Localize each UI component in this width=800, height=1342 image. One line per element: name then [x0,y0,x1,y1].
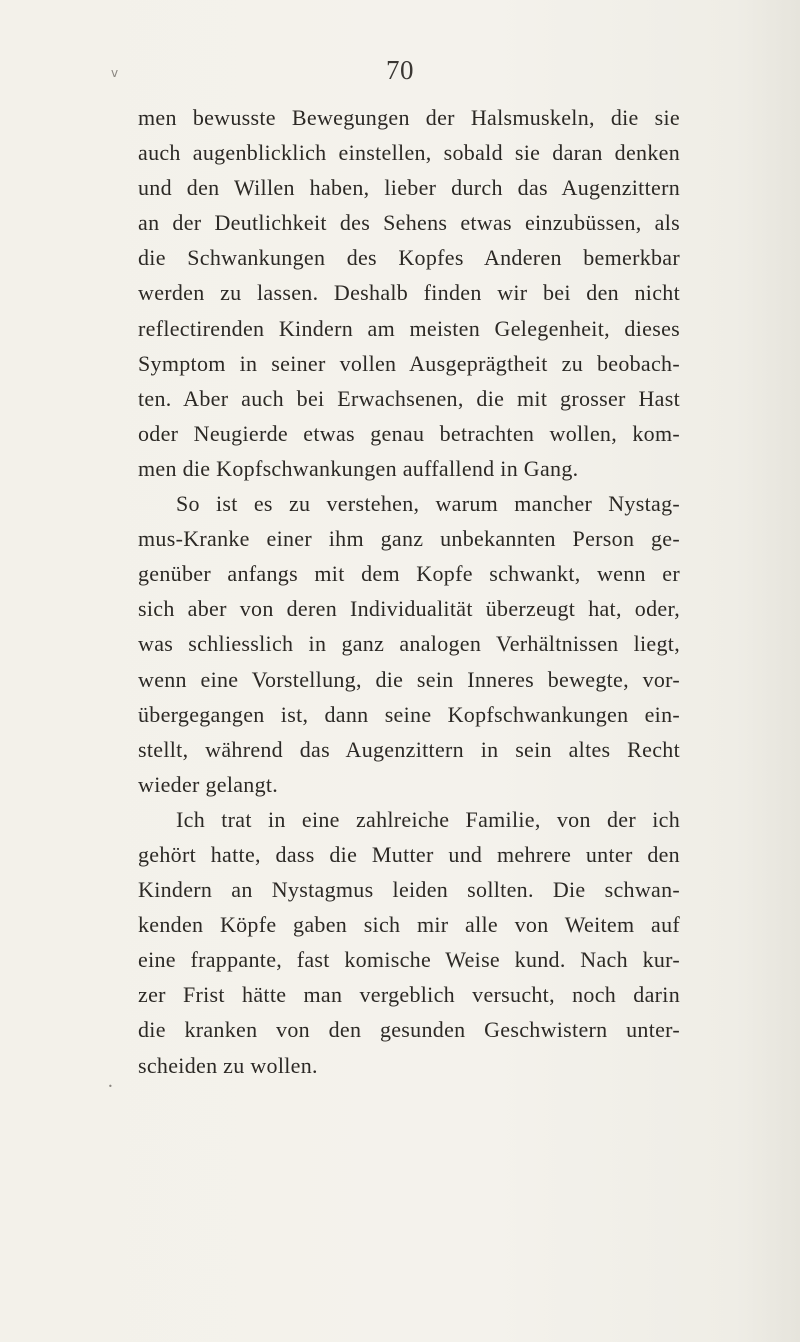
text-line: die Schwankungen des Kopfes Anderen bemerkbar [138,245,680,271]
paragraph-3 [138,802,680,1083]
text-line: wenn eine Vorstellung, die sein Inneres bewegte, vor- [138,666,680,692]
text-line: So ist es zu verstehen, warum mancher Nystag- [176,491,680,517]
text-line: gehört hatte, dass die Mutter und mehrere unter den [138,841,680,867]
text-line: eine frappante, fast komische Weise kund. Nach kur- [138,947,680,973]
margin-mark: v [111,66,119,80]
text-line: zer Frist hätte man vergeblich versucht, noch darin [138,982,680,1008]
text-line: wieder gelangt. [138,771,279,797]
page-number: 70 [386,55,414,85]
text-line: was schliesslich in ganz analogen Verhältnissen liegt, [138,631,680,657]
text-line: an der Deutlichkeit des Sehens etwas einzubüssen, als [138,210,680,236]
text-line: men bewusste Bewegungen der Halsmuskeln, die sie [138,105,680,130]
margin-dot: • [108,1082,113,1091]
paragraph-1 [138,100,680,486]
text-line: Symptom in seiner vollen Ausgeprägtheit zu beobach- [138,350,680,376]
text-line: Kindern an Nystagmus leiden sollten. Die schwan- [138,877,680,903]
paragraph-2 [138,486,680,802]
text-line: übergegangen ist, dann seine Kopfschwankungen ein- [138,701,680,727]
text-line: kenden Köpfe gaben sich mir alle von Weitem auf [138,912,680,938]
text-line: scheiden zu wollen. [138,1052,318,1078]
text-line: auch augenblicklich einstellen, sobald sie daran denken [138,140,680,166]
text-line: reflectirenden Kindern am meisten Gelegenheit, dieses [138,315,680,341]
text-line: und den Willen haben, lieber durch das Augenzittern [138,175,680,201]
text-line: mus-Kranke einer ihm ganz unbekannten Person ge- [138,526,680,552]
text-line: ten. Aber auch bei Erwachsenen, die mit grosser Hast [138,385,680,411]
body-text [138,100,680,1083]
text-line: oder Neugierde etwas genau betrachten wollen, kom- [138,420,680,446]
text-line: stellt, während das Augenzittern in sein altes Recht [138,736,680,762]
text-line: genüber anfangs mit dem Kopfe schwankt, wenn er [138,561,680,587]
text-line: Ich trat in eine zahlreiche Familie, von der ich [176,806,680,832]
text-line: die kranken von den gesunden Geschwistern unter- [138,1017,680,1043]
text-line: werden zu lassen. Deshalb finden wir bei den nicht [138,280,680,306]
text-line: sich aber von deren Individualität überzeugt hat, oder, [138,596,680,622]
text-line: men die Kopfschwankungen auffallend in Gang. [138,455,579,481]
